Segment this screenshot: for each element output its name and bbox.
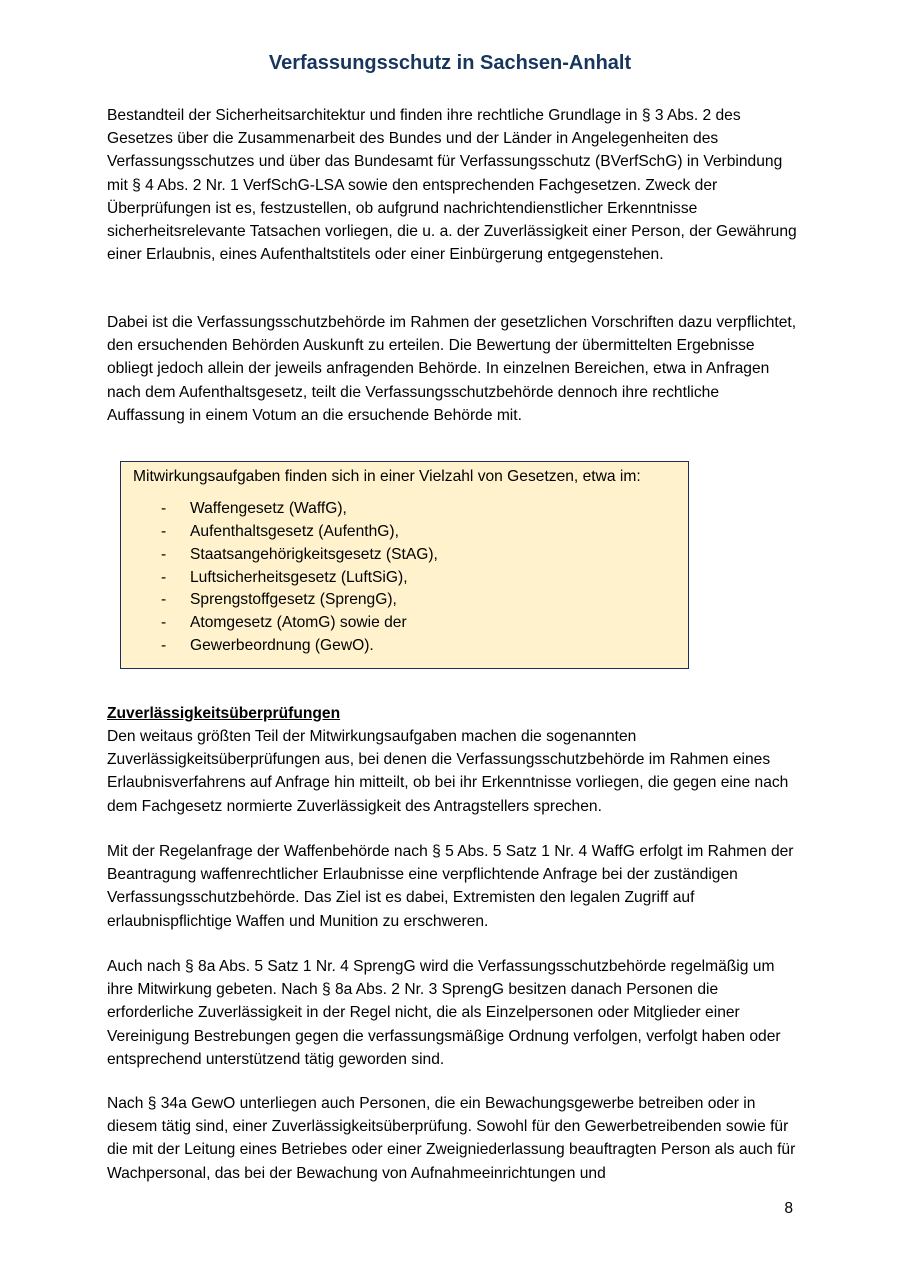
list-item	[133, 521, 688, 544]
body-paragraph: Auch nach § 8a Abs. 5 Satz 1 Nr. 4 SprengG wird die Verfassungsschutzbehörde regelmäßig um ihre Mitwirkung gebeten. Nach § 8a Abs. 2 Nr. 3 SprengG besitzen danach Personen die erforderliche Zuverlässigkeit in der Regel nicht, die als Einzelpersonen oder Mitglieder einer Vereinigung Bestrebungen gegen die verfassungsmäßige Ordnung verfolgen, verfolgt haben oder entsprechend unterstützend tätig geworden sind.	[107, 958, 781, 1068]
page-number: 8	[784, 1200, 793, 1217]
list-item-label: Luftsicherheitsgesetz (LuftSiG),	[190, 568, 408, 586]
list-item	[133, 544, 688, 567]
dash-bullet: -	[161, 523, 167, 540]
list-item	[133, 589, 688, 612]
law-list	[133, 498, 688, 658]
laws-info-box	[120, 461, 689, 669]
dash-bullet: -	[161, 636, 167, 654]
info-box-intro: Mitwirkungsaufgaben finden sich in einer Vielzahl von Gesetzen, etwa im:	[133, 468, 641, 485]
list-item-label: Gewerbeordnung (GewO).	[190, 636, 374, 654]
body-paragraph: Nach § 34a GewO unterliegen auch Personen, die ein Bewachungsgewerbe betreiben oder in diesem tätig sind, einer Zuverlässigkeitsüberprüfung. Sowohl für den Gewerbetreibenden sowie für die mit der Leitung eines Betriebes oder einer Zweigniederlassung beauftragten Person als auch für Wachpersonal, das bei der Bewachung von Aufnahmeeinrichtungen und	[107, 1095, 796, 1182]
list-item-label: Waffengesetz (WaffG),	[190, 500, 347, 518]
list-item	[133, 612, 688, 635]
body-paragraph: Den weitaus größten Teil der Mitwirkungsaufgaben machen die sogenannten Zuverlässigkeitsüberprüfungen aus, bei denen die Verfassungsschutzbehörde im Rahmen eines Erlaubnisverfahrens auf Anfrage hin mitteilt, ob bei ihr Erkenntnisse vorliegen, die gegen eine nach dem Fachgesetz normierte Zuverlässigkeit des Antragstellers sprechen.	[107, 728, 789, 815]
dash-bullet: -	[161, 591, 167, 609]
list-item-label: Atomgesetz (AtomG) sowie der	[190, 614, 407, 632]
dash-bullet: -	[161, 545, 167, 563]
list-item	[133, 635, 688, 658]
dash-bullet: -	[161, 568, 167, 586]
body-paragraph: Bestandteil der Sicherheitsarchitektur und finden ihre rechtliche Grundlage in § 3 Abs. 2 des Gesetzes über die Zusammenarbeit des Bundes und der Länder in Angelegenheiten des Verfassungsschutzes und über das Bundesamt für Verfassungsschutz (BVerfSchG) in Verbindung mit § 4 Abs. 2 Nr. 1 VerfSchG-LSA sowie den entsprechenden Fachgesetzen. Zweck der Überprüfungen ist es, festzustellen, ob aufgrund nachrichtendienstlicher Erkenntnisse sicherheitsrelevante Tatsachen vorliegen, die u. a. der Zuverlässigkeit einer Person, der Gewährung einer Erlaubnis, eines Aufenthaltstitels oder einer Einbürgerung entgegenstehen.	[107, 107, 797, 264]
body-paragraph: Dabei ist die Verfassungsschutzbehörde im Rahmen der gesetzlichen Vorschriften dazu verpflichtet, den ersuchenden Behörden Auskunft zu erteilen. Die Bewertung der übermittelten Ergebnisse obliegt jedoch allein der jeweils anfragenden Behörde. In einzelnen Bereichen, etwa in Anfragen nach dem Aufenthaltsgesetz, teilt die Verfassungsschutzbehörde dennoch ihre rechtliche Auffassung in einem Votum an die ersuchende Behörde mit.	[107, 314, 797, 424]
section-heading: Zuverlässigkeitsüberprüfungen	[107, 705, 341, 722]
list-item-label: Sprengstoffgesetz (SprengG),	[190, 591, 397, 609]
body-paragraph: Mit der Regelanfrage der Waffenbehörde nach § 5 Abs. 5 Satz 1 Nr. 4 WaffG erfolgt im Rahmen der Beantragung waffenrechtlicher Erlaubnisse eine verpflichtende Anfrage bei der zuständigen Verfassungsschutzbehörde. Das Ziel ist es dabei, Extremisten den legalen Zugriff auf erlaubnispflichtige Waffen und Munition zu erschweren.	[107, 843, 794, 930]
list-item-label: Staatsangehörigkeitsgesetz (StAG),	[190, 545, 438, 563]
list-item-label: Aufenthaltsgesetz (AufenthG),	[190, 523, 399, 540]
list-item	[133, 567, 688, 590]
page-title: Verfassungsschutz in Sachsen-Anhalt	[268, 52, 632, 74]
list-item	[133, 498, 688, 521]
dash-bullet: -	[161, 500, 167, 518]
dash-bullet: -	[161, 614, 167, 632]
